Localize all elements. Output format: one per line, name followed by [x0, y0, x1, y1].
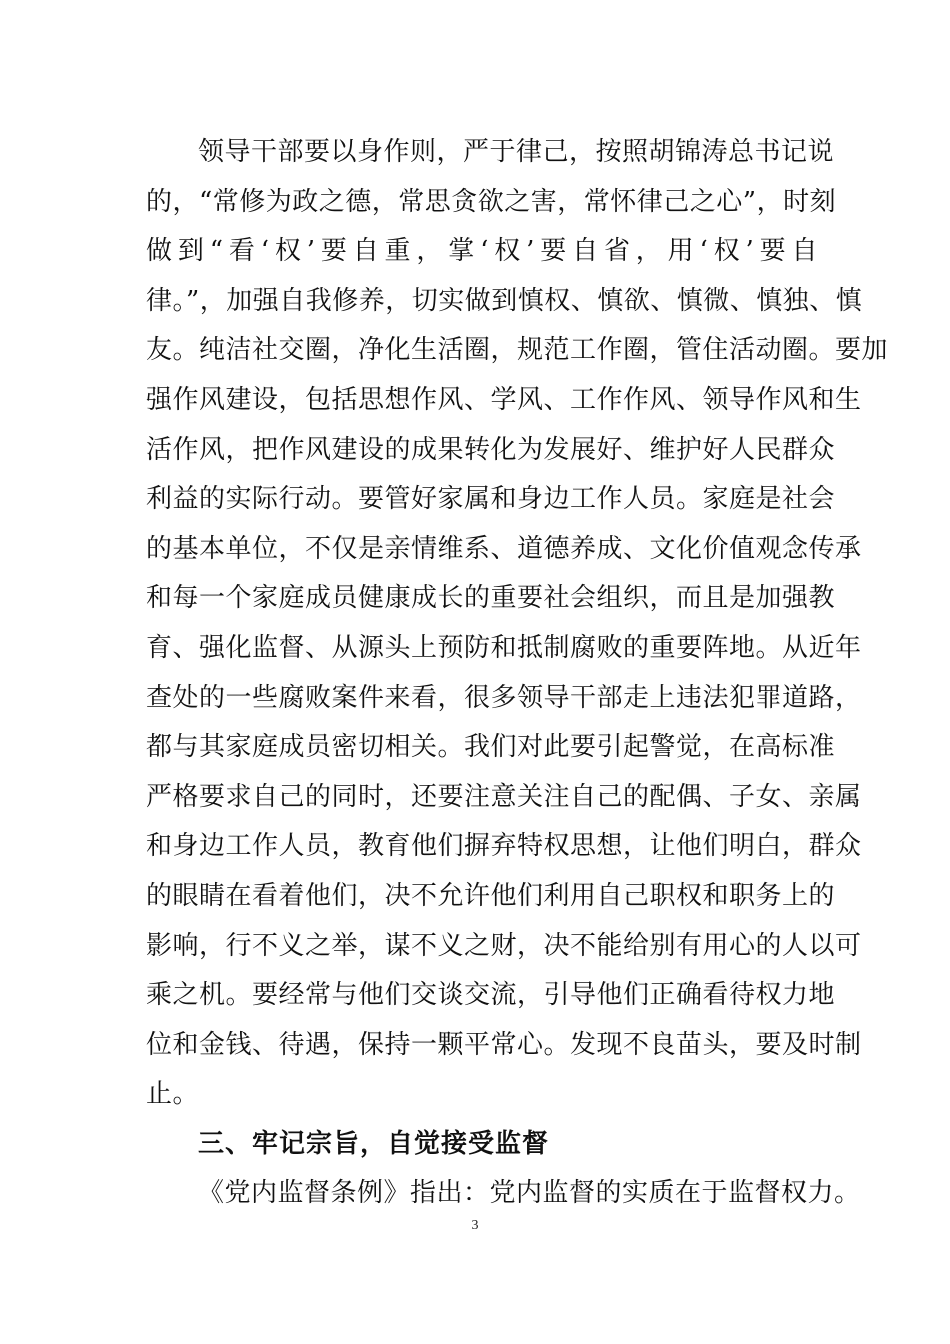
paragraph-line: 和每一个家庭成员健康成长的重要社会组织，而且是加强教 [146, 583, 836, 614]
paragraph-line: 影响，行不义之举，谋不义之财，决不能给别有用心的人以可 [146, 930, 862, 961]
page-number: 3 [471, 1218, 479, 1233]
paragraph-line: 育、强化监督、从源头上预防和抵制腐败的重要阵地。从近年 [146, 632, 862, 663]
paragraph-line: 《党内监督条例》指出：党内监督的实质在于监督权力。 [198, 1178, 861, 1209]
paragraph-line: 律。”，加强自我修养，切实做到慎权、慎欲、慎微、慎独、慎 [146, 285, 863, 316]
paragraph-line: 强作风建设，包括思想作风、学风、工作作风、领导作风和生 [146, 384, 862, 415]
paragraph-line: 乘之机。要经常与他们交谈交流，引导他们正确看待权力地 [146, 980, 836, 1011]
paragraph-line: 位和金钱、待遇，保持一颗平常心。发现不良苗头，要及时制 [146, 1029, 862, 1060]
paragraph-line: 的，“常修为政之德，常思贪欲之害，常怀律己之心”，时刻 [146, 186, 837, 217]
paragraph-line: 查处的一些腐败案件来看，很多领导干部走上违法犯罪道路， [146, 682, 862, 713]
paragraph-line: 友。纯洁社交圈，净化生活圈，规范工作圈，管住活动圈。要加 [146, 335, 889, 366]
paragraph-line: 利益的实际行动。要管好家属和身边工作人员。家庭是社会 [146, 484, 836, 515]
paragraph-line: 止。 [146, 1079, 200, 1110]
paragraph-line: 严格要求自己的同时，还要注意关注自己的配偶、子女、亲属 [146, 781, 862, 812]
paragraph-line: 的基本单位，不仅是亲情维系、道德养成、文化价值观念传承 [146, 533, 862, 564]
section-heading: 三、牢记宗旨，自觉接受监督 [198, 1128, 550, 1159]
paragraph-line: 活作风，把作风建设的成果转化为发展好、维护好人民群众 [146, 434, 836, 465]
paragraph-line: 做到“看‘权’要自重，掌‘权’要自省，用‘权’要自 [146, 236, 818, 267]
paragraph-line: 的眼睛在看着他们，决不允许他们利用自己职权和职务上的 [146, 880, 836, 911]
paragraph-line: 和身边工作人员，教育他们摒弃特权思想，让他们明白，群众 [146, 831, 862, 862]
body-text [146, 128, 889, 1219]
paragraph-line: 领导干部要以身作则，严于律己，按照胡锦涛总书记说 [198, 137, 835, 167]
paragraph-line: 都与其家庭成员密切相关。我们对此要引起警觉，在高标准 [146, 732, 836, 763]
